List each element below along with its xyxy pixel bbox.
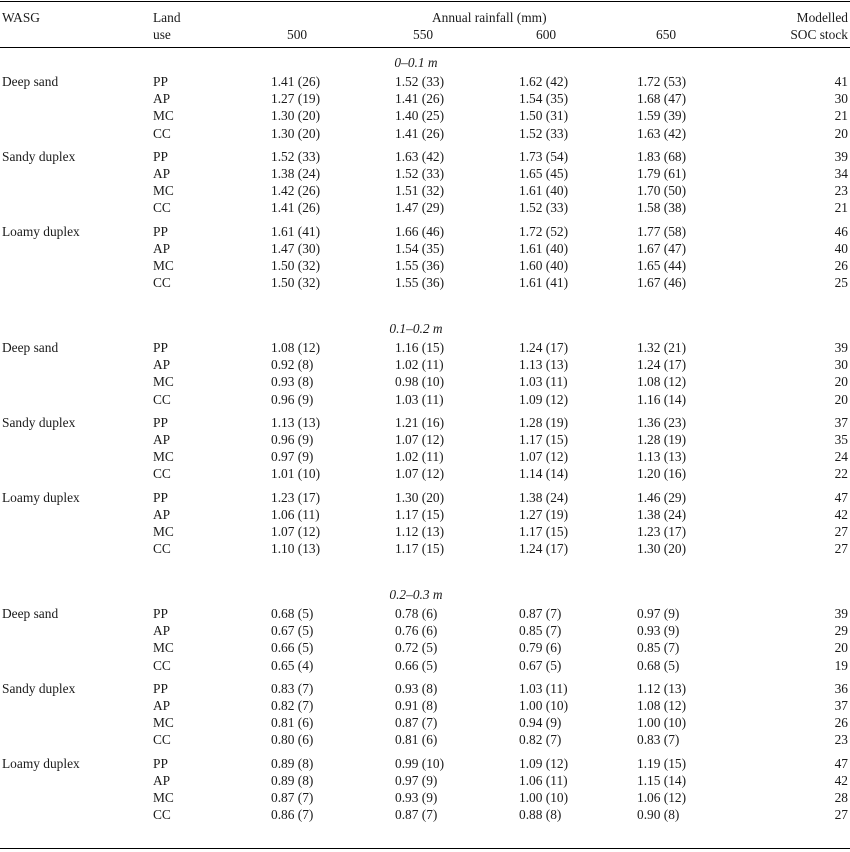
rainfall-value-cell: 1.61 (40) [519, 240, 569, 256]
soc-stock-cell: 28 [834, 790, 848, 805]
rainfall-value-cell: 1.59 (39) [637, 108, 687, 124]
rainfall-value-cell: 0.65 (4) [271, 657, 314, 673]
rainfall-value-cell: 1.06 (12) [637, 790, 687, 805]
soc-stock-cell: 47 [834, 755, 848, 771]
soc-stock-cell: 46 [834, 223, 848, 239]
rainfall-value-cell: 1.66 (46) [395, 223, 445, 239]
rainfall-value-cell: 1.47 (30) [271, 240, 321, 256]
rainfall-value-cell: 1.08 (12) [271, 340, 321, 355]
rainfall-value-cell: 1.30 (20) [637, 541, 687, 557]
rainfall-value-cell: 0.76 (6) [395, 623, 438, 639]
rainfall-value-cell: 1.17 (15) [395, 506, 445, 522]
rainfall-value-cell: 0.87 (7) [271, 790, 314, 805]
rainfall-value-cell: 1.61 (41) [271, 223, 321, 239]
land-use-cell: MC [153, 524, 174, 539]
soc-stock-cell: 20 [834, 374, 848, 390]
soc-stock-cell: 19 [834, 657, 848, 673]
rainfall-value-cell: 1.67 (47) [637, 240, 687, 256]
rainfall-value-cell: 1.58 (38) [637, 200, 687, 216]
soc-stock-cell: 35 [834, 432, 848, 447]
rainfall-value-cell: 0.97 (9) [637, 606, 680, 621]
land-use-cell: PP [153, 340, 168, 355]
soc-stock-cell: 23 [834, 732, 848, 748]
header-wasg: WASG [2, 10, 40, 25]
wasg-label: Loamy duplex [2, 755, 80, 771]
header-rainfall-600: 600 [536, 27, 557, 42]
rainfall-value-cell: 1.55 (36) [395, 258, 445, 273]
table-bottom-rule [0, 848, 850, 849]
wasg-label: Sandy duplex [2, 414, 76, 430]
rainfall-value-cell: 1.07 (12) [395, 466, 445, 482]
rainfall-value-cell: 1.47 (29) [395, 200, 445, 216]
land-use-cell: CC [153, 807, 171, 823]
rainfall-value-cell: 1.00 (10) [519, 698, 569, 713]
rainfall-value-cell: 1.06 (11) [271, 506, 320, 522]
header-rainfall-550: 550 [413, 27, 434, 42]
rainfall-value-cell: 1.65 (44) [637, 258, 687, 273]
land-use-cell: CC [153, 466, 171, 482]
rainfall-value-cell: 1.72 (52) [519, 223, 569, 239]
rainfall-value-cell: 0.93 (9) [395, 790, 438, 805]
rainfall-value-cell: 1.30 (20) [395, 489, 445, 505]
land-use-cell: CC [153, 541, 171, 557]
rainfall-value-cell: 0.94 (9) [519, 715, 562, 731]
land-use-cell: MC [153, 640, 174, 656]
rainfall-value-cell: 1.21 (16) [395, 414, 445, 430]
soc-stock-cell: 21 [834, 200, 848, 216]
rainfall-value-cell: 1.12 (13) [637, 680, 687, 696]
rainfall-value-cell: 1.77 (58) [637, 223, 687, 239]
rainfall-value-cell: 1.03 (11) [519, 680, 568, 696]
soc-stock-cell: 26 [834, 715, 848, 731]
table-top-rule [0, 1, 850, 2]
rainfall-value-cell: 0.67 (5) [271, 623, 314, 639]
land-use-cell: AP [153, 91, 171, 107]
rainfall-value-cell: 1.17 (15) [519, 432, 569, 447]
land-use-cell: MC [153, 715, 174, 731]
rainfall-value-cell: 1.08 (12) [637, 374, 687, 390]
rainfall-value-cell: 1.73 (54) [519, 148, 569, 164]
land-use-cell: PP [153, 223, 168, 239]
rainfall-value-cell: 0.82 (7) [519, 732, 562, 748]
rainfall-value-cell: 1.27 (19) [271, 91, 321, 107]
rainfall-value-cell: 1.24 (17) [519, 340, 569, 355]
rainfall-value-cell: 1.17 (15) [519, 524, 569, 539]
rainfall-value-cell: 1.50 (31) [519, 108, 569, 124]
land-use-cell: CC [153, 200, 171, 216]
rainfall-value-cell: 1.09 (12) [519, 391, 569, 407]
rainfall-value-cell: 1.13 (13) [519, 357, 569, 373]
land-use-cell: CC [153, 391, 171, 407]
rainfall-value-cell: 1.60 (40) [519, 258, 569, 273]
rainfall-value-cell: 0.89 (8) [271, 755, 314, 771]
rainfall-value-cell: 0.68 (5) [637, 657, 680, 673]
rainfall-value-cell: 1.50 (32) [271, 275, 321, 291]
soc-stock-cell: 27 [834, 541, 848, 557]
land-use-cell: MC [153, 108, 174, 124]
land-use-cell: PP [153, 489, 168, 505]
rainfall-value-cell: 1.38 (24) [271, 166, 321, 181]
rainfall-value-cell: 1.72 (53) [637, 74, 687, 89]
land-use-cell: AP [153, 166, 171, 181]
rainfall-value-cell: 1.24 (17) [637, 357, 687, 373]
rainfall-value-cell: 0.93 (9) [637, 623, 680, 639]
rainfall-value-cell: 1.01 (10) [271, 466, 321, 482]
rainfall-value-cell: 0.72 (5) [395, 640, 438, 656]
rainfall-value-cell: 0.67 (5) [519, 657, 562, 673]
rainfall-value-cell: 1.41 (26) [271, 74, 321, 89]
rainfall-value-cell: 0.80 (6) [271, 732, 314, 748]
land-use-cell: CC [153, 125, 171, 141]
rainfall-value-cell: 0.89 (8) [271, 772, 314, 788]
soc-stock-cell: 42 [834, 772, 848, 788]
soc-stock-cell: 39 [834, 606, 848, 621]
land-use-cell: CC [153, 732, 171, 748]
rainfall-value-cell: 0.86 (7) [271, 807, 314, 823]
soc-stock-cell: 37 [834, 698, 848, 713]
rainfall-value-cell: 1.28 (19) [637, 432, 687, 447]
rainfall-value-cell: 1.06 (11) [519, 772, 568, 788]
rainfall-value-cell: 0.78 (6) [395, 606, 438, 621]
soc-stock-cell: 30 [834, 91, 848, 107]
rainfall-value-cell: 1.63 (42) [395, 148, 445, 164]
land-use-cell: PP [153, 680, 168, 696]
rainfall-value-cell: 1.41 (26) [271, 200, 321, 216]
land-use-cell: AP [153, 432, 171, 447]
soc-stock-cell: 29 [834, 623, 848, 639]
rainfall-value-cell: 1.09 (12) [519, 755, 569, 771]
wasg-label: Deep sand [2, 74, 59, 89]
rainfall-value-cell: 1.52 (33) [395, 74, 445, 89]
soc-stock-cell: 42 [834, 506, 848, 522]
rainfall-value-cell: 0.90 (8) [637, 807, 680, 823]
section-depth-heading: 0–0.1 m [394, 55, 438, 70]
soc-stock-cell: 20 [834, 640, 848, 656]
rainfall-value-cell: 1.41 (26) [395, 125, 445, 141]
soc-stock-cell: 39 [834, 340, 848, 355]
rainfall-value-cell: 1.61 (41) [519, 275, 569, 291]
soc-stock-cell: 47 [834, 489, 848, 505]
rainfall-value-cell: 1.52 (33) [519, 200, 569, 216]
soc-stock-cell: 30 [834, 357, 848, 373]
soc-stock-cell: 34 [834, 166, 848, 181]
rainfall-value-cell: 1.16 (15) [395, 340, 445, 355]
rainfall-value-cell: 1.42 (26) [271, 183, 321, 199]
land-use-cell: PP [153, 414, 168, 430]
rainfall-value-cell: 0.87 (7) [395, 715, 438, 731]
rainfall-value-cell: 1.52 (33) [271, 148, 321, 164]
land-use-cell: AP [153, 623, 171, 639]
rainfall-value-cell: 1.51 (32) [395, 183, 445, 199]
rainfall-value-cell: 0.93 (8) [395, 680, 438, 696]
rainfall-value-cell: 0.66 (5) [271, 640, 314, 656]
wasg-label: Sandy duplex [2, 680, 76, 696]
wasg-label: Deep sand [2, 606, 59, 621]
rainfall-value-cell: 1.13 (13) [271, 414, 321, 430]
header-rainfall-500: 500 [287, 27, 308, 42]
rainfall-value-cell: 0.83 (7) [637, 732, 680, 748]
rainfall-value-cell: 0.92 (8) [271, 357, 314, 373]
rainfall-value-cell: 1.52 (33) [395, 166, 445, 181]
rainfall-value-cell: 1.67 (46) [637, 275, 687, 291]
soc-stock-cell: 25 [834, 275, 848, 291]
soc-stock-cell: 37 [834, 414, 848, 430]
land-use-cell: AP [153, 772, 171, 788]
land-use-cell: MC [153, 374, 174, 390]
soc-stock-cell: 40 [834, 240, 848, 256]
soc-stock-cell: 21 [834, 108, 848, 124]
soc-stock-cell: 41 [834, 74, 848, 89]
rainfall-value-cell: 1.70 (50) [637, 183, 687, 199]
land-use-cell: MC [153, 183, 174, 199]
section-depth-heading: 0.2–0.3 m [389, 587, 443, 602]
rainfall-value-cell: 1.00 (10) [519, 790, 569, 805]
land-use-cell: PP [153, 74, 168, 89]
wasg-label: Loamy duplex [2, 489, 80, 505]
rainfall-value-cell: 0.87 (7) [395, 807, 438, 823]
rainfall-value-cell: 1.52 (33) [519, 125, 569, 141]
rainfall-value-cell: 1.27 (19) [519, 506, 569, 522]
rainfall-value-cell: 0.83 (7) [271, 680, 314, 696]
land-use-cell: PP [153, 148, 168, 164]
wasg-label: Loamy duplex [2, 223, 80, 239]
rainfall-value-cell: 1.16 (14) [637, 391, 687, 407]
rainfall-value-cell: 0.81 (6) [271, 715, 314, 731]
rainfall-value-cell: 0.68 (5) [271, 606, 314, 621]
rainfall-value-cell: 1.55 (36) [395, 275, 445, 291]
rainfall-value-cell: 1.65 (45) [519, 166, 569, 181]
header-modelled-line2: SOC stock [790, 27, 848, 42]
rainfall-value-cell: 1.07 (12) [271, 524, 321, 539]
rainfall-value-cell: 1.15 (14) [637, 772, 687, 788]
wasg-label: Deep sand [2, 340, 59, 355]
land-use-cell: MC [153, 258, 174, 273]
rainfall-value-cell: 1.68 (47) [637, 91, 687, 107]
header-rainfall-650: 650 [656, 27, 677, 42]
soc-stock-cell: 23 [834, 183, 848, 199]
rainfall-value-cell: 1.28 (19) [519, 414, 569, 430]
land-use-cell: MC [153, 449, 174, 465]
rainfall-value-cell: 0.93 (8) [271, 374, 314, 390]
land-use-cell: CC [153, 657, 171, 673]
rainfall-value-cell: 0.82 (7) [271, 698, 314, 713]
soc-stock-cell: 22 [834, 466, 848, 482]
rainfall-value-cell: 0.98 (10) [395, 374, 445, 390]
rainfall-value-cell: 1.54 (35) [395, 240, 445, 256]
rainfall-value-cell: 1.02 (11) [395, 449, 444, 465]
header-land-use-line2: use [153, 27, 171, 42]
rainfall-value-cell: 1.38 (24) [519, 489, 569, 505]
rainfall-value-cell: 1.83 (68) [637, 148, 687, 164]
rainfall-value-cell: 1.62 (42) [519, 74, 569, 89]
rainfall-value-cell: 1.23 (17) [271, 489, 321, 505]
soc-stock-cell: 24 [834, 449, 848, 465]
rainfall-value-cell: 1.10 (13) [271, 541, 321, 557]
land-use-cell: AP [153, 357, 171, 373]
soc-stock-cell: 39 [834, 148, 848, 164]
rainfall-value-cell: 1.40 (25) [395, 108, 445, 124]
land-use-cell: PP [153, 606, 168, 621]
land-use-cell: MC [153, 790, 174, 805]
rainfall-value-cell: 1.79 (61) [637, 166, 687, 181]
soc-stock-cell: 20 [834, 391, 848, 407]
land-use-cell: PP [153, 755, 168, 771]
rainfall-value-cell: 1.12 (13) [395, 524, 445, 539]
land-use-cell: AP [153, 698, 171, 713]
rainfall-value-cell: 1.20 (16) [637, 466, 687, 482]
rainfall-value-cell: 1.24 (17) [519, 541, 569, 557]
rainfall-value-cell: 1.13 (13) [637, 449, 687, 465]
rainfall-value-cell: 1.30 (20) [271, 108, 321, 124]
rainfall-value-cell: 1.03 (11) [519, 374, 568, 390]
rainfall-value-cell: 1.46 (29) [637, 489, 687, 505]
rainfall-value-cell: 0.87 (7) [519, 606, 562, 621]
rainfall-value-cell: 1.19 (15) [637, 755, 687, 771]
rainfall-value-cell: 1.23 (17) [637, 524, 687, 539]
header-modelled-line1: Modelled [796, 10, 848, 25]
header-land-use-line1: Land [153, 10, 181, 25]
soc-stock-cell: 27 [834, 807, 848, 823]
rainfall-value-cell: 1.08 (12) [637, 698, 687, 713]
rainfall-value-cell: 1.32 (21) [637, 340, 687, 355]
rainfall-value-cell: 0.96 (9) [271, 432, 314, 447]
rainfall-value-cell: 0.85 (7) [637, 640, 680, 656]
section-depth-heading: 0.1–0.2 m [389, 321, 443, 336]
rainfall-value-cell: 1.30 (20) [271, 125, 321, 141]
rainfall-value-cell: 0.97 (9) [271, 449, 314, 465]
soc-stock-cell: 20 [834, 125, 848, 141]
rainfall-value-cell: 1.36 (23) [637, 414, 687, 430]
rainfall-value-cell: 1.07 (12) [519, 449, 569, 465]
rainfall-value-cell: 1.03 (11) [395, 391, 444, 407]
rainfall-value-cell: 1.14 (14) [519, 466, 569, 482]
land-use-cell: AP [153, 240, 171, 256]
rainfall-value-cell: 0.66 (5) [395, 657, 438, 673]
rainfall-value-cell: 1.63 (42) [637, 125, 687, 141]
land-use-cell: AP [153, 506, 171, 522]
land-use-cell: CC [153, 275, 171, 291]
header-annual-rainfall: Annual rainfall (mm) [432, 10, 547, 25]
rainfall-value-cell: 0.99 (10) [395, 755, 445, 771]
rainfall-value-cell: 0.81 (6) [395, 732, 438, 748]
soc-stock-cell: 36 [834, 680, 848, 696]
rainfall-value-cell: 0.88 (8) [519, 807, 562, 823]
rainfall-value-cell: 1.54 (35) [519, 91, 569, 107]
soc-stock-cell: 26 [834, 258, 848, 273]
rainfall-value-cell: 1.02 (11) [395, 357, 444, 373]
rainfall-value-cell: 1.17 (15) [395, 541, 445, 557]
rainfall-value-cell: 0.97 (9) [395, 772, 438, 788]
table-header-rule [0, 47, 850, 48]
rainfall-value-cell: 0.91 (8) [395, 698, 438, 713]
wasg-label: Sandy duplex [2, 148, 76, 164]
rainfall-value-cell: 1.38 (24) [637, 506, 687, 522]
rainfall-value-cell: 0.96 (9) [271, 391, 314, 407]
rainfall-value-cell: 1.00 (10) [637, 715, 687, 731]
rainfall-value-cell: 1.41 (26) [395, 91, 445, 107]
rainfall-value-cell: 0.85 (7) [519, 623, 562, 639]
soc-stock-cell: 27 [834, 524, 848, 539]
rainfall-value-cell: 1.61 (40) [519, 183, 569, 199]
rainfall-value-cell: 1.07 (12) [395, 432, 445, 447]
rainfall-value-cell: 1.50 (32) [271, 258, 321, 273]
rainfall-value-cell: 0.79 (6) [519, 640, 562, 656]
